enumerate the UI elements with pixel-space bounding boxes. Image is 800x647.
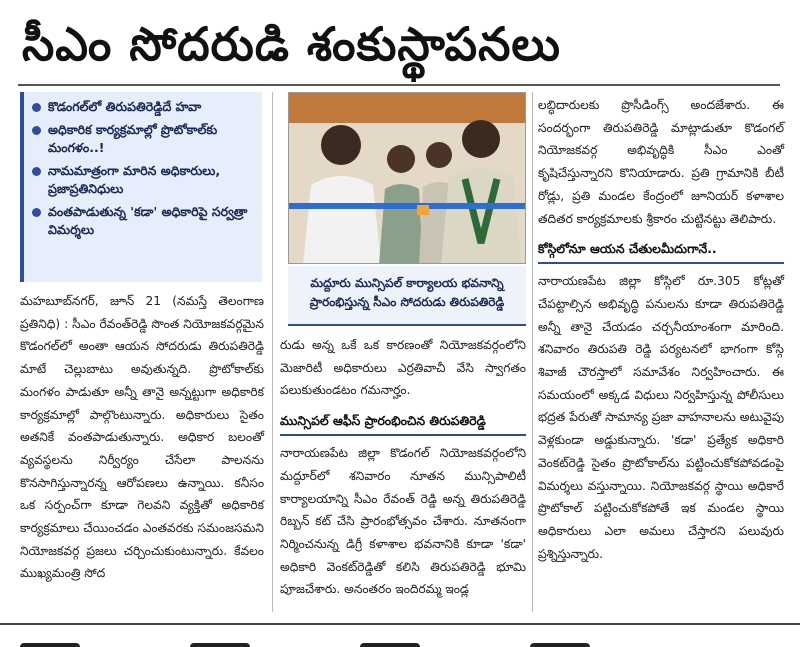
bullet-dot-icon xyxy=(32,126,41,135)
highlight-text: వంతపాడుతున్న 'కడా' అధికారిపై సర్వత్రా విమర్శలు xyxy=(48,204,248,237)
column-text: నారాయణపేట జిల్లా కోస్గిలో రూ.305 కోట్లతో చేపట్టాల్సిన అభివృద్ధి పనులను కూడా తిరుపతిరెడ్డి అన్నీ తానై చేయడం చర్చనీయాంశంగా మారింది. శనివారం తిరుపతి రెడ్డి పర్యటనలో భాగంగా కోస్గి శివాజీ చౌరస్తాలో సమావేశం నిర్వహించారు. ఈ సమయంలో అక్కడ విధులు నిర్వహిస్తున్న పోలీసులు భద్రత పేరుతో సామాన్య ప్రజా వాహనాలను అటువైపు వెళ్లకుండా అడ్డుకున్నారు. 'కడా' ప్రత్యేక అధికారి వెంకట్‌రెడ్డి సైతం ప్రొటోకాల్‌ను పట్టించుకోకపోవడంపై విమర్శలు వస్తున్నాయి. నియోజకవర్గ స్థాయి అధికారే ప్రొటోకాల్ పట్టించుకోకపోతే ఇక మండల స్థాయి అధికారులు ఎలా అమలు చేస్తారని పలువురు ప్రశ్నిస్తున్నారు. xyxy=(538,274,784,561)
section-subhead: కోస్గిలోనూ ఆయన చేతులమీదుగానే.. xyxy=(538,238,784,264)
bullet-dot-icon xyxy=(32,208,41,217)
column-divider xyxy=(532,92,533,612)
headline-rule xyxy=(18,84,780,86)
highlight-item xyxy=(32,203,256,239)
highlight-item xyxy=(32,121,256,157)
bullet-dot-icon xyxy=(32,167,41,176)
next-article-cutoff xyxy=(20,636,780,647)
column-text: లబ్ధిదారులకు ప్రొసీడింగ్స్ అందజేశారు. ఈ సందర్భంగా తిరుపతిరెడ్డి మాట్లాడుతూ కొడంగల్ నియోజకవర్గ అభివృద్ధికి సీఎం ఎంతో కృషిచేస్తున్నారని కొనియాడారు. ప్రతి గ్రామానికి బీటీ రోడ్లు, ప్రతి మండల కేంద్రంలో జూనియర్ కళాశాల తదితర కార్యక్రమాలకు శ్రీకారం చుట్టినట్టు తెలిపారు. xyxy=(538,98,784,226)
article-column-2 xyxy=(280,334,526,601)
highlight-text: కొడంగల్‌లో తిరుపతిరెడ్డిదే హవా xyxy=(48,99,202,114)
news-photo xyxy=(288,92,526,264)
highlight-item xyxy=(32,98,256,116)
page-bottom-rule xyxy=(0,623,800,625)
highlight-text: అధికారిక కార్యక్రమాల్లో ప్రొటోకాల్‌కు మంగళం..! xyxy=(48,122,218,155)
column-text: మహబూబ్‌నగర్, జూన్ 21 (నమస్తే తెలంగాణ ప్రతినిధి) : సీఎం రేవంత్‌రెడ్డి సొంత నియోజకవర్గమైన కొడంగల్‌లో అంతా ఆయన సోదరుడు తిరుపతిరెడ్డి మాటే చెల్లుబాటు అవుతున్నది. ప్రొటోకాల్‌కు మంగళం పాడుతూ అన్నీ తానై అన్నట్టుగా అధికారిక కార్యక్రమాల్లో పాల్గొంటున్నారు. అధికారులు సైతం అతనికే వంతపాడుతున్నారు. అధికార బలంతో వ్యవస్థలను నిర్వీర్యం చేసేలా పాలనను కొనసాగిస్తున్నారన్న ఆరోపణలు ఉన్నాయి. కనీసం ఒక సర్పంచ్‌గా కూడా గెలవని వ్యక్తితో అధికారిక కార్యక్రమాలు చేయించడం ఎంతవరకు సమంజసమని నియోజకవర్గ ప్రజలు చర్చించుకుంటున్నారు. కేవలం ముఖ్యమంత్రి సోద xyxy=(20,294,264,581)
highlights-box xyxy=(20,92,262,282)
column-divider xyxy=(272,92,273,612)
headline: సీఎం సోదరుడి శంకుస్థాపనలు xyxy=(22,17,561,71)
photo-illustration xyxy=(289,93,526,264)
article-column-3 xyxy=(538,94,784,565)
highlight-item xyxy=(32,162,256,198)
bullet-dot-icon xyxy=(32,103,41,112)
article-column-1 xyxy=(20,290,264,585)
column-text: రుడు అన్న ఒకే ఒక కారణంతో నియోజకవర్గంలోని మెజారిటీ అధికారులు ఎర్రతివాచీ వేసి స్వాగతం పలుకుతుండటం గమనార్హం. xyxy=(280,338,526,398)
section-subhead: మున్సిపల్ ఆఫీస్ ప్రారంభించిన తిరుపతిరెడ్డి xyxy=(280,410,526,436)
column-text: నారాయణపేట జిల్లా కొడంగల్ నియోజకవర్గంలోని మద్దూర్‌లో శనివారం నూతన మున్సిపాలిటీ కార్యాలయాన్ని సీఎం రేవంత్ రెడ్డి అన్న తిరుపతిరెడ్డి రిబ్బన్ కట్ చేసి ప్రారంభోత్సవం చేశారు. నూతనంగా నిర్మించనున్న డిగ్రీ కళాశాల భవనానికి కూడా 'కడా' అధికారి వెంకట్‌రెడ్డితో కలిసి తిరుపతిరెడ్డి భూమి పూజచేశారు. అనంతరం ఇందిరమ్మ ఇండ్ల xyxy=(280,446,526,597)
photo-caption: మద్దూరు మున్సిపల్ కార్యాలయ భవనాన్ని ప్రారంభిస్తున్న సీఎం సోదరుడు తిరుపతిరెడ్డి xyxy=(288,266,526,326)
highlight-text: నామమాత్రంగా మారిన అధికారులు, ప్రజాప్రతినిధులు xyxy=(48,163,221,196)
